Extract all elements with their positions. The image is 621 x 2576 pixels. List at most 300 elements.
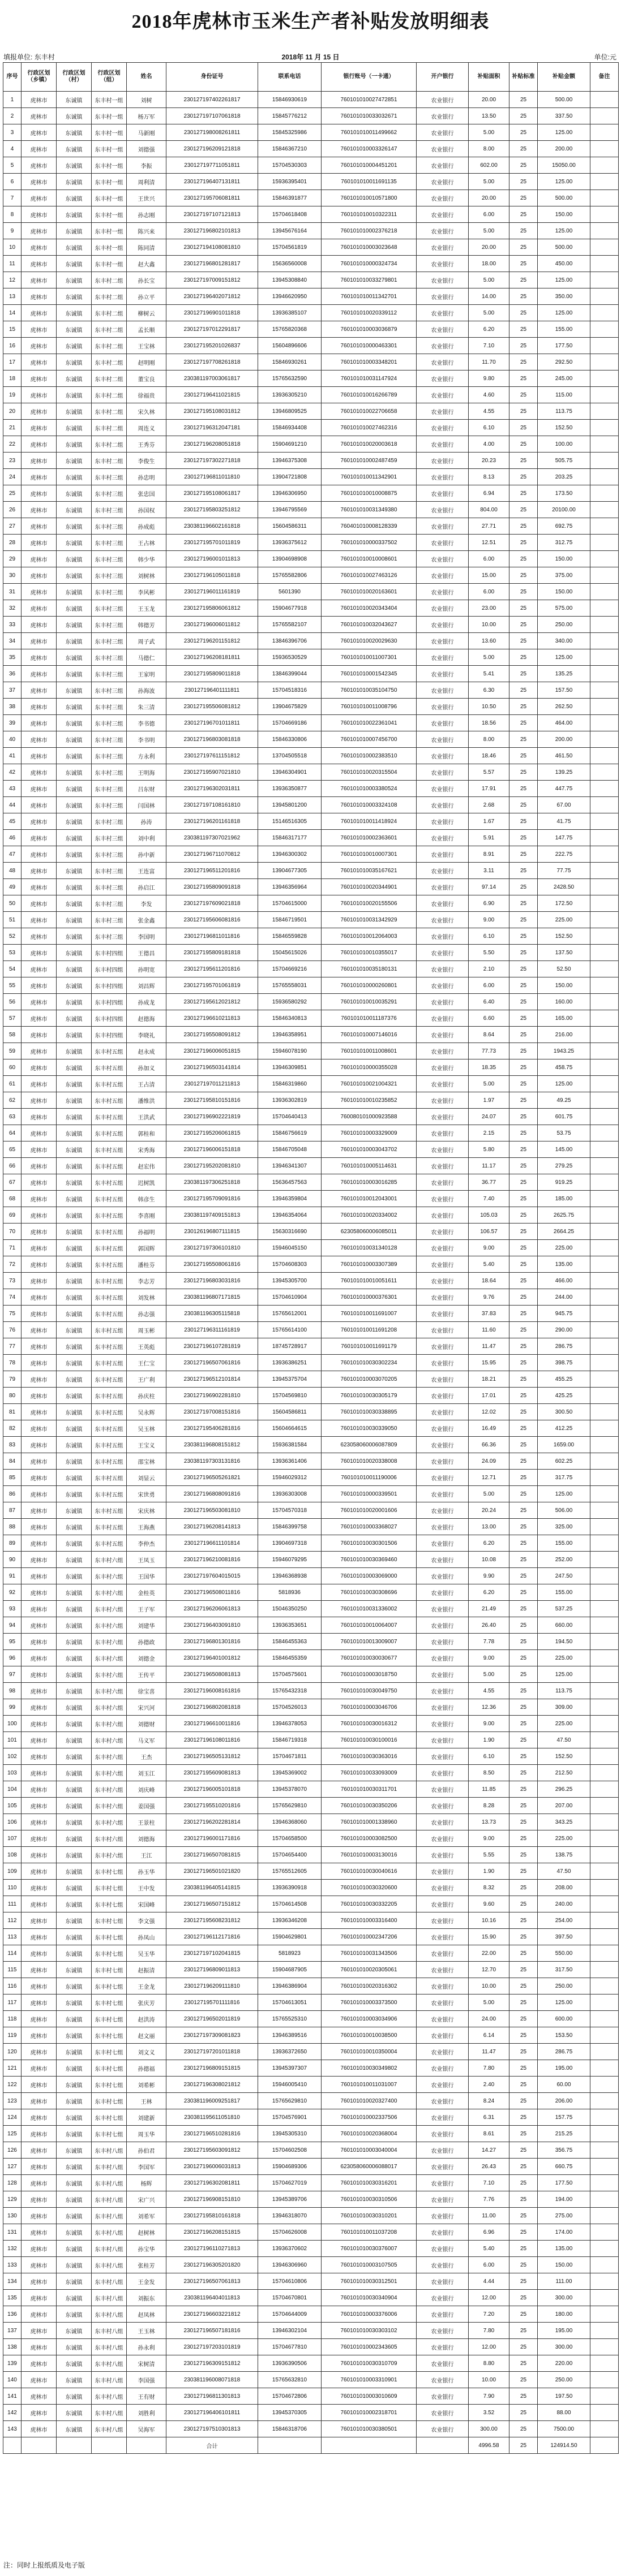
col-group: 东丰村四组 — [92, 945, 127, 961]
col-bank-account: 760101010010007301 — [322, 846, 417, 863]
col-name: 孙伯君 — [127, 2142, 166, 2159]
col-area: 8.00 — [469, 731, 509, 748]
col-name: 孙中新 — [127, 846, 166, 863]
col-village: 东诚镇 — [57, 813, 92, 830]
col-name: 徐宝喜 — [127, 1683, 166, 1699]
col-rate: 25 — [509, 108, 538, 124]
col-name: 刘发林 — [127, 1289, 166, 1306]
col-bank: 农业银行 — [417, 1141, 469, 1158]
col-amount: 220.00 — [538, 2355, 590, 2372]
col-township: 虎林市 — [22, 272, 57, 288]
col-group: 东丰村八组 — [92, 2355, 127, 2372]
col-amount: 250.00 — [538, 1978, 590, 1995]
col-group: 东丰村六组 — [92, 1650, 127, 1666]
col-id-number: 230127195810151816 — [166, 1092, 258, 1109]
col-village: 东诚镇 — [57, 748, 92, 764]
col-rate: 25 — [509, 1125, 538, 1141]
col-group: 东丰村五组 — [92, 1273, 127, 1289]
col-bank-account: 760101010010355017 — [322, 945, 417, 961]
col-amount: 165.00 — [538, 1010, 590, 1027]
col-amount: 197.50 — [538, 2388, 590, 2405]
col-rate: 25 — [509, 1109, 538, 1125]
col-rate: 25 — [509, 1650, 538, 1666]
col-remark — [590, 420, 619, 436]
col-group: 东丰村三组 — [92, 764, 127, 781]
col-name: 张金鑫 — [127, 912, 166, 928]
col-group — [92, 2437, 127, 2454]
col-township: 虎林市 — [22, 2241, 57, 2257]
col-bank: 农业银行 — [417, 387, 469, 403]
col-id-number: 230127196711070812 — [166, 846, 258, 863]
table-row — [3, 781, 619, 797]
col-phone: 15704610904 — [258, 1289, 322, 1306]
col-group: 东丰村三组 — [92, 912, 127, 928]
col-township: 虎林市 — [22, 813, 57, 830]
col-id-number: 230127196802101813 — [166, 223, 258, 239]
col-id-number: 230127196901011818 — [166, 305, 258, 321]
col-id-number: 230127196908151810 — [166, 2191, 258, 2208]
col-township: 虎林市 — [22, 846, 57, 863]
col-group: 东丰村一组 — [92, 108, 127, 124]
col-rate: 25 — [509, 2241, 538, 2257]
col-remark — [590, 2290, 619, 2306]
table-row — [3, 124, 619, 141]
table-row — [3, 863, 619, 879]
col-remark — [590, 895, 619, 912]
table-row — [3, 1322, 619, 1338]
col-village: 东诚镇 — [57, 1962, 92, 1978]
col-bank: 农业银行 — [417, 1847, 469, 1863]
col-group: 东丰村三组 — [92, 699, 127, 715]
col-index: 52 — [3, 928, 22, 945]
col-phone: 15704627019 — [258, 2175, 322, 2191]
col-index: 136 — [3, 2306, 22, 2323]
col-bank: 农业银行 — [417, 2306, 469, 2323]
col-bank: 农业银行 — [417, 157, 469, 174]
col-name: 李发 — [127, 895, 166, 912]
col-bank-account: 760101010030312501 — [322, 2273, 417, 2290]
col-id-number: 230127196110271813 — [166, 2241, 258, 2257]
col-bank-account: 760101010003307389 — [322, 1256, 417, 1273]
col-remark — [590, 305, 619, 321]
col-id-number: 230127196201161818 — [166, 813, 258, 830]
col-amount: 312.75 — [538, 535, 590, 551]
col-name: 李俊生 — [127, 453, 166, 469]
col-name: 邵宝林 — [127, 1453, 166, 1470]
col-remark — [590, 649, 619, 666]
col-bank: 农业银行 — [417, 1388, 469, 1404]
col-bank-account: 760101010003082500 — [322, 1830, 417, 1847]
col-bank-account: 760101010003043702 — [322, 1141, 417, 1158]
col-rate: 25 — [509, 2077, 538, 2093]
table-row — [3, 1584, 619, 1601]
col-village: 东诚镇 — [57, 321, 92, 338]
col-rate: 25 — [509, 2323, 538, 2339]
table-row — [3, 1748, 619, 1765]
col-index: 99 — [3, 1699, 22, 1716]
table-row — [3, 239, 619, 256]
table-row — [3, 2273, 619, 2290]
col-name: 王占林 — [127, 535, 166, 551]
header-col-id-number: 身份证号 — [166, 63, 258, 92]
table-row — [3, 108, 619, 124]
col-amount: 155.00 — [538, 1535, 590, 1552]
col-amount: 292.50 — [538, 354, 590, 371]
col-township: 虎林市 — [22, 1502, 57, 1519]
col-phone: 13936370602 — [258, 2241, 322, 2257]
col-name: 周玉彬 — [127, 1322, 166, 1338]
col-area: 13.60 — [469, 633, 509, 649]
col-area: 6.90 — [469, 895, 509, 912]
col-index: 56 — [3, 994, 22, 1010]
col-township: 虎林市 — [22, 1716, 57, 1732]
col-phone: 15946005410 — [258, 2077, 322, 2093]
col-amount: 945.75 — [538, 1306, 590, 1322]
col-bank: 农业银行 — [417, 863, 469, 879]
col-id-number: 230127196505261821 — [166, 1470, 258, 1486]
col-rate: 25 — [509, 1092, 538, 1109]
col-remark — [590, 1650, 619, 1666]
col-village: 东诚镇 — [57, 1355, 92, 1371]
table-row — [3, 1059, 619, 1076]
col-township: 虎林市 — [22, 2142, 57, 2159]
col-amount: 240.00 — [538, 1896, 590, 1912]
col-township: 虎林市 — [22, 2011, 57, 2027]
col-phone: 13946300302 — [258, 846, 322, 863]
col-rate: 25 — [509, 371, 538, 387]
col-amount: 125.00 — [538, 649, 590, 666]
col-phone: 13904698908 — [258, 551, 322, 567]
table-row — [3, 813, 619, 830]
col-amount: 225.00 — [538, 1650, 590, 1666]
col-township: 虎林市 — [22, 1683, 57, 1699]
col-bank-account: 760101010002347206 — [322, 1929, 417, 1945]
col-bank: 农业银行 — [417, 1420, 469, 1437]
col-phone: 15604896606 — [258, 338, 322, 354]
col-remark — [590, 1748, 619, 1765]
col-bank-account: 760101010002376218 — [322, 223, 417, 239]
col-rate: 25 — [509, 288, 538, 305]
col-group: 东丰村七组 — [92, 2093, 127, 2109]
col-id-number: 230127196507081815 — [166, 1847, 258, 1863]
col-bank: 农业银行 — [417, 2142, 469, 2159]
col-rate: 25 — [509, 2126, 538, 2142]
table-row — [3, 1945, 619, 1962]
col-remark — [590, 502, 619, 518]
col-group: 东丰村三组 — [92, 649, 127, 666]
col-township: 虎林市 — [22, 2290, 57, 2306]
col-bank-account: 760101010020029630 — [322, 633, 417, 649]
table-row — [3, 551, 619, 567]
col-village: 东诚镇 — [57, 1322, 92, 1338]
col-phone: 13946309851 — [258, 1059, 322, 1076]
col-township: 虎林市 — [22, 1453, 57, 1470]
col-id-number: 230381197409151813 — [166, 1207, 258, 1224]
col-township: 虎林市 — [22, 584, 57, 600]
col-village: 东诚镇 — [57, 387, 92, 403]
col-amount: 47.50 — [538, 1732, 590, 1748]
col-area: 105.03 — [469, 1207, 509, 1224]
col-township: 虎林市 — [22, 92, 57, 108]
col-bank: 农业银行 — [417, 666, 469, 682]
col-township: 虎林市 — [22, 1650, 57, 1666]
col-bank-account: 760101010003316400 — [322, 1912, 417, 1929]
col-id-number: 230381196009251817 — [166, 2093, 258, 2109]
col-name: 刘建新 — [127, 2109, 166, 2126]
col-remark — [590, 1437, 619, 1453]
col-village: 东诚镇 — [57, 879, 92, 895]
col-id-number: 230127196402071812 — [166, 288, 258, 305]
col-id-number: 230127196701011811 — [166, 715, 258, 731]
col-township: 虎林市 — [22, 1486, 57, 1502]
col-name: 赵德海 — [127, 1010, 166, 1027]
table-row — [3, 288, 619, 305]
col-name: 王广利 — [127, 1371, 166, 1388]
col-township: 虎林市 — [22, 1388, 57, 1404]
col-group: 东丰村五组 — [92, 1470, 127, 1486]
col-township: 虎林市 — [22, 666, 57, 682]
col-bank: 农业银行 — [417, 469, 469, 485]
col-remark — [590, 174, 619, 190]
col-remark — [590, 1010, 619, 1027]
col-township: 虎林市 — [22, 453, 57, 469]
col-phone: 13846399044 — [258, 666, 322, 682]
table-row — [3, 2224, 619, 2241]
col-phone: 13904677305 — [258, 863, 322, 879]
col-remark — [590, 321, 619, 338]
col-bank: 农业银行 — [417, 1470, 469, 1486]
col-id-number: 230127197011211813 — [166, 1076, 258, 1092]
col-bank: 农业银行 — [417, 1355, 469, 1371]
col-rate: 25 — [509, 1355, 538, 1371]
col-remark — [590, 2175, 619, 2191]
col-bank: 农业银行 — [417, 1158, 469, 1174]
col-group: 东丰村三组 — [92, 797, 127, 813]
col-rate: 25 — [509, 830, 538, 846]
col-id-number: 230127198008261811 — [166, 124, 258, 141]
col-bank-account: 760101010010008601 — [322, 551, 417, 567]
col-index: 26 — [3, 502, 22, 518]
col-index: 36 — [3, 666, 22, 682]
col-area: 15.00 — [469, 567, 509, 584]
col-rate: 25 — [509, 535, 538, 551]
col-bank: 农业银行 — [417, 1945, 469, 1962]
col-amount: 412.25 — [538, 1420, 590, 1437]
col-village — [57, 2437, 92, 2454]
col-phone: 13936361406 — [258, 1453, 322, 1470]
col-group: 东丰村五组 — [92, 1322, 127, 1338]
col-phone: 15765558031 — [258, 977, 322, 994]
col-bank: 农业银行 — [417, 699, 469, 715]
col-rate: 25 — [509, 1388, 538, 1404]
col-name: 李书明 — [127, 731, 166, 748]
col-village: 东诚镇 — [57, 535, 92, 551]
col-phone: 13936390506 — [258, 2355, 322, 2372]
table-row — [3, 2077, 619, 2093]
col-rate: 25 — [509, 1847, 538, 1863]
col-area: 20.00 — [469, 190, 509, 206]
col-township: 虎林市 — [22, 1092, 57, 1109]
col-remark — [590, 764, 619, 781]
col-village: 东诚镇 — [57, 2388, 92, 2405]
col-bank-account: 760101010001338960 — [322, 1814, 417, 1830]
col-index: 14 — [3, 305, 22, 321]
col-bank: 农业银行 — [417, 1059, 469, 1076]
col-bank: 农业银行 — [417, 354, 469, 371]
table-row — [3, 617, 619, 633]
col-village: 东诚镇 — [57, 2323, 92, 2339]
col-area: 5.00 — [469, 1666, 509, 1683]
col-name: 刘树林 — [127, 567, 166, 584]
col-name: 李仲杰 — [127, 1535, 166, 1552]
col-group: 东丰村二组 — [92, 403, 127, 420]
col-rate: 25 — [509, 731, 538, 748]
col-name: 王仁宝 — [127, 1355, 166, 1371]
col-name: 赵明刚 — [127, 354, 166, 371]
total-row — [3, 2437, 619, 2454]
col-bank: 农业银行 — [417, 1092, 469, 1109]
table-row — [3, 1502, 619, 1519]
col-index: 90 — [3, 1552, 22, 1568]
col-bank: 农业银行 — [417, 1699, 469, 1716]
col-id-number: 230127195506081812 — [166, 699, 258, 715]
col-rate: 25 — [509, 2027, 538, 2044]
col-group: 东丰村五组 — [92, 1338, 127, 1355]
col-name: 王明海 — [127, 764, 166, 781]
col-bank-account: 760101010031343506 — [322, 1945, 417, 1962]
col-township: 虎林市 — [22, 1748, 57, 1765]
col-township: 虎林市 — [22, 535, 57, 551]
col-id-number: 230127197306101810 — [166, 1240, 258, 1256]
col-rate: 25 — [509, 1995, 538, 2011]
col-bank-account: 760101010030305179 — [322, 1388, 417, 1404]
col-bank-account: 760101010011008796 — [322, 699, 417, 715]
table-row — [3, 1617, 619, 1634]
header-col-area: 补贴面积 — [469, 63, 509, 92]
col-group: 东丰村八组 — [92, 2306, 127, 2323]
col-village: 东诚镇 — [57, 1174, 92, 1191]
col-amount: 500.00 — [538, 239, 590, 256]
col-phone: 13946356964 — [258, 879, 322, 895]
col-index: 113 — [3, 1929, 22, 1945]
col-group: 东丰村二组 — [92, 288, 127, 305]
col-area: 12.51 — [469, 535, 509, 551]
col-area: 5.55 — [469, 1847, 509, 1863]
col-township: 虎林市 — [22, 1289, 57, 1306]
col-index: 80 — [3, 1388, 22, 1404]
col-township: 虎林市 — [22, 1076, 57, 1092]
col-name: 赵树林 — [127, 2224, 166, 2241]
col-area: 23.00 — [469, 600, 509, 617]
col-village: 东诚镇 — [57, 223, 92, 239]
col-phone: 15846330806 — [258, 731, 322, 748]
col-group: 东丰村二组 — [92, 371, 127, 387]
col-bank: 农业银行 — [417, 453, 469, 469]
col-name: 孙德福 — [127, 2060, 166, 2077]
col-bank-account: 760101010030040616 — [322, 1863, 417, 1880]
col-bank-account: 760101010030100016 — [322, 1732, 417, 1748]
col-rate: 25 — [509, 781, 538, 797]
col-name: 王玉林 — [127, 2323, 166, 2339]
col-index: 31 — [3, 584, 22, 600]
col-remark — [590, 1273, 619, 1289]
col-group: 东丰村六组 — [92, 1847, 127, 1863]
col-id-number: 230127196403091810 — [166, 1617, 258, 1634]
col-group: 东丰村八组 — [92, 2405, 127, 2421]
col-village: 东诚镇 — [57, 124, 92, 141]
col-village: 东诚镇 — [57, 272, 92, 288]
col-remark — [590, 682, 619, 699]
col-group: 东丰村二组 — [92, 354, 127, 371]
col-id-number: 230127197107061818 — [166, 108, 258, 124]
col-bank-account: 760101010003376006 — [322, 2306, 417, 2323]
col-rate: 25 — [509, 190, 538, 206]
table-row — [3, 1666, 619, 1683]
col-township: 虎林市 — [22, 2208, 57, 2224]
col-phone: 15846930619 — [258, 92, 322, 108]
col-township: 虎林市 — [22, 1010, 57, 1027]
col-remark — [590, 1174, 619, 1191]
col-index: 133 — [3, 2257, 22, 2273]
col-group: 东丰村三组 — [92, 863, 127, 879]
col-area: 36.77 — [469, 1174, 509, 1191]
col-area: 18.21 — [469, 1371, 509, 1388]
col-name: 刘中利 — [127, 830, 166, 846]
col-bank-account: 760101010003040004 — [322, 2142, 417, 2159]
col-township: 虎林市 — [22, 206, 57, 223]
col-bank-account: 760101010030016312 — [322, 1716, 417, 1732]
col-bank: 农业银行 — [417, 1617, 469, 1634]
col-remark — [590, 1470, 619, 1486]
col-area: 24.09 — [469, 1453, 509, 1470]
col-index: 17 — [3, 354, 22, 371]
col-township: 虎林市 — [22, 502, 57, 518]
col-bank: 农业银行 — [417, 1880, 469, 1896]
table-row — [3, 1732, 619, 1748]
col-remark — [590, 1486, 619, 1502]
col-name: 刘显云 — [127, 1470, 166, 1486]
col-remark — [590, 1732, 619, 1748]
col-area: 8.28 — [469, 1798, 509, 1814]
col-rate: 25 — [509, 1798, 538, 1814]
col-township: 虎林市 — [22, 1601, 57, 1617]
col-amount: 464.00 — [538, 715, 590, 731]
col-area: 9.00 — [469, 912, 509, 928]
col-township: 虎林市 — [22, 912, 57, 928]
col-group: 东丰村四组 — [92, 961, 127, 977]
col-id-number: 230127195608231812 — [166, 1912, 258, 1929]
col-township: 虎林市 — [22, 338, 57, 354]
col-phone: 13946358951 — [258, 1027, 322, 1043]
header-col-bank-account: 银行账号（一卡通） — [322, 63, 417, 92]
col-id-number: 230127197611151812 — [166, 748, 258, 764]
col-phone: 15846719318 — [258, 1732, 322, 1748]
col-id-number: 230127196209111810 — [166, 1978, 258, 1995]
col-township — [22, 2437, 57, 2454]
col-amount: 350.00 — [538, 288, 590, 305]
col-area: 5.00 — [469, 272, 509, 288]
col-phone: 15704658500 — [258, 1830, 322, 1847]
col-area: 17.01 — [469, 1388, 509, 1404]
col-amount: 138.75 — [538, 1847, 590, 1863]
col-name: 金桂英 — [127, 1584, 166, 1601]
col-area: 5.80 — [469, 1141, 509, 1158]
col-name: 孙宝华 — [127, 2241, 166, 2257]
col-name: 周玉华 — [127, 2126, 166, 2142]
col-area: 11.17 — [469, 1158, 509, 1174]
col-bank: 农业银行 — [417, 1043, 469, 1059]
col-index: 30 — [3, 567, 22, 584]
